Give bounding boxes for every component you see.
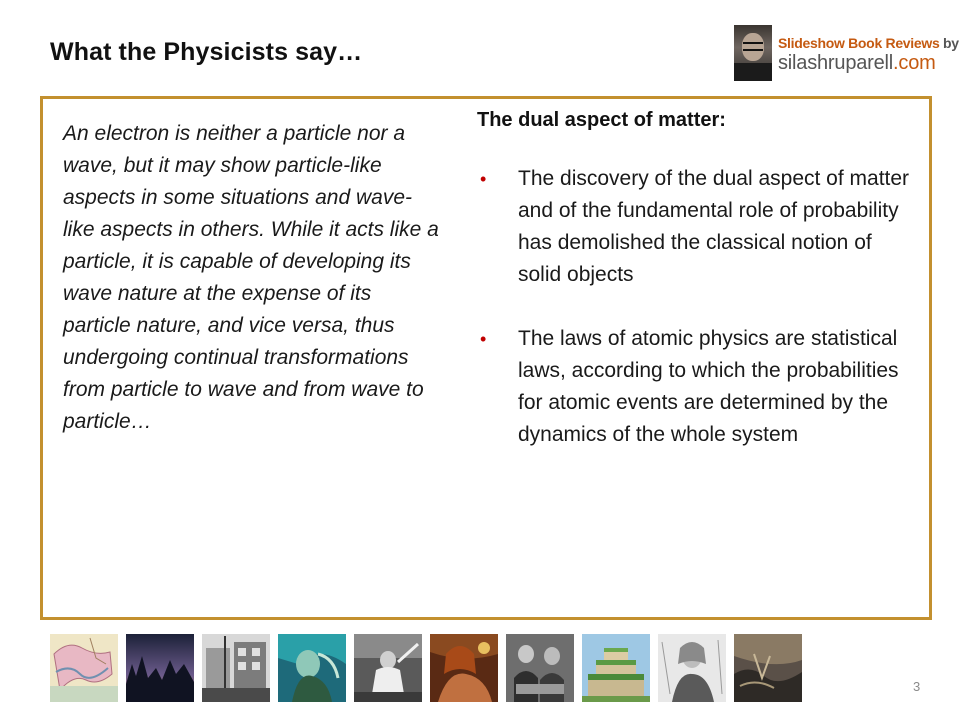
stormy-sea-painting-thumbnail: [734, 634, 802, 702]
brand-tagline-main: Slideshow Book Reviews: [778, 35, 940, 51]
bullet-item: [477, 323, 917, 451]
brand-logo: [734, 25, 959, 81]
bullet-list: [477, 163, 917, 451]
slide-title: What the Physicists say…: [50, 38, 363, 66]
bullet-dot-icon: •: [480, 169, 487, 189]
quote-text: An electron is neither a particle nor a wave, but it may show particle-like aspects in some situations and wave-like aspects in others. While it acts like a particle, it is capable of developing its wave nature at the expense of its particle nature, and vice versa, thus undergoing continual transformations from particle to wave and from wave to particle…: [63, 122, 439, 433]
bullet-text: The discovery of the dual aspect of matter and of the fundamental role of probability has demolished the classical notion of solid objects: [518, 167, 910, 286]
bullet-item: [477, 163, 917, 291]
figure-painting-thumbnail: [278, 634, 346, 702]
brand-domain-name: silashruparell: [778, 52, 894, 74]
hanging-gardens-thumbnail: [582, 634, 650, 702]
brand-domain-suffix: .com: [893, 52, 936, 74]
scientists-photo-thumbnail: [506, 634, 574, 702]
pre-raphaelite-painting-thumbnail: [430, 634, 498, 702]
brand-tagline-by: by: [943, 35, 959, 51]
engraving-portrait-thumbnail: [658, 634, 726, 702]
brand-domain: [778, 52, 936, 75]
baseball-player-thumbnail: [354, 634, 422, 702]
page-number: 3: [913, 679, 921, 694]
brand-tagline: [778, 35, 959, 51]
dual-aspect-section: [477, 105, 917, 483]
bullet-dot-icon: •: [480, 329, 487, 349]
section-heading: The dual aspect of matter:: [477, 109, 726, 131]
author-photo: [734, 25, 772, 81]
night-cityscape-thumbnail: [126, 634, 194, 702]
bullet-text: The laws of atomic physics are statistical laws, according to which the probabilities for atomic events are determined by the dynamics of the whole system: [518, 327, 899, 446]
street-scene-thumbnail: [202, 634, 270, 702]
content-frame: [40, 96, 932, 620]
map-thumbnail: [50, 634, 118, 702]
